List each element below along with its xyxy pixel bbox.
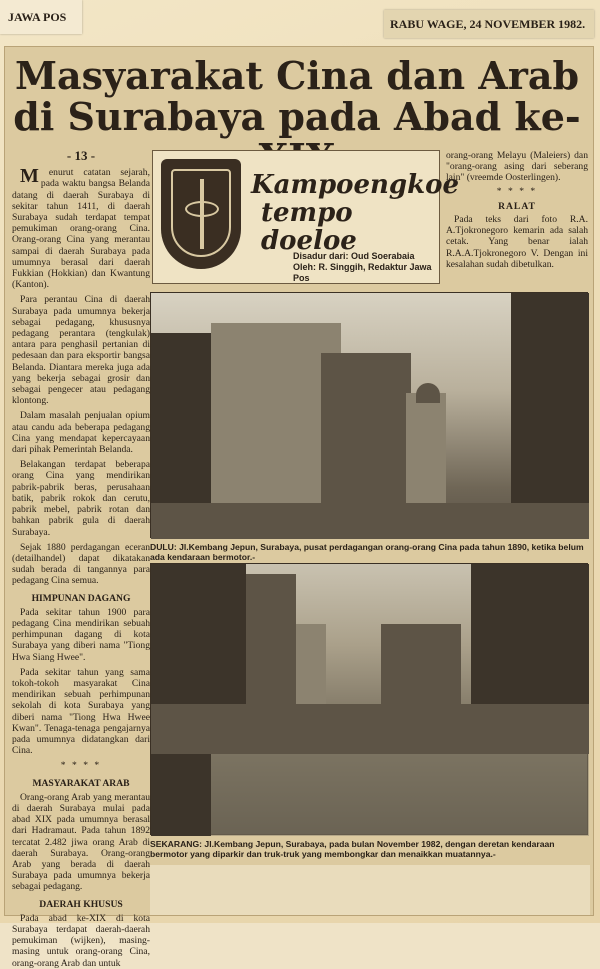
feature-title-line1: Kampoengkoe — [251, 170, 459, 200]
paper-date: RABU WAGE, 24 NOVEMBER 1982. — [384, 10, 594, 38]
paragraph: Dalam masalah penjualan opium atau candu ada beberapa pedagang Cina yang mendapat kepercayaan dari pihak Pemerintah Belanda. — [12, 410, 150, 456]
credit-source: Disadur dari: Oud Soerabaia — [293, 251, 415, 261]
paragraph: Pada sekitar tahun yang sama tokoh-tokoh masyarakat Cina mendirikan sebuah perhimpunan sekolah di kota Surabaya yang diberi nama "Tiong Hwa Hwee Kwan". Tenaga-tenaga pengajarnya pada umumnya didatangkan dari Cina. — [12, 666, 150, 757]
page-bottom-margin — [150, 865, 590, 915]
article-number: - 13 - — [66, 148, 96, 163]
subheading: DAERAH KHUSUS — [39, 898, 123, 910]
paragraph: Sejak 1880 perdagangan eceran (detailhandel) dapat dikatakan sudah berada di tangannya para pedagang Cina semua. — [12, 541, 150, 587]
photo-caption-now: SEKARANG: Jl.Kembang Jepun, Surabaya, pada bulan November 1982, dengan deretan kendaraan bermotor yang diparkir dan truk-truk yang membongkar dan menaikkan muatannya.- — [150, 839, 555, 859]
subheading: HIMPUNAN DAGANG — [31, 592, 131, 604]
article-left-column — [12, 148, 150, 969]
paragraph: Pada sekitar tahun 1900 para pedagang Cina mendirikan sebuah perhimpunan dagang di kota Surabaya yang diberi nama "Tiong Hwa Siang Hwee". — [12, 606, 150, 663]
article-headline: Masyarakat Cina dan Arab di Surabaya pada Abad ke- — [13, 53, 581, 139]
feature-title-line2: tempo doeloe — [261, 198, 357, 256]
separator-stars: * * * * — [60, 760, 102, 772]
photo-old-street — [150, 292, 588, 538]
paragraph: orang-orang Melayu (Maleiers) dan "orang-orang asing dari seberang lain" (vreemde Oosterlingen). — [446, 150, 588, 184]
paragraph: Menurut catatan sejarah, pada waktu bangsa Belanda datang di daerah Surabaya di sekitar tahun 1411, di daerah Surabaya sudah terdapat tempat pemukiman orang-orang Cina. Orang-orang Cina yang merantau sampai di daerah Surabaya pada umumnya berasal dari daerah Fukkian (Hokkian) dan Kwantung (Kanton). — [12, 165, 150, 291]
feature-credit — [293, 251, 438, 284]
ralat-heading: RALAT — [498, 200, 536, 212]
photo-caption-then: DULU: Jl.Kembang Jepun, Surabaya, pusat perdagangan orang-orang Cina pada tahun 1890, ketika belum ada kendaraan bermotor.- — [150, 542, 584, 562]
paper-name: JAWA POS — [0, 0, 82, 34]
paragraph: Belakangan terdapat beberapa orang Cina yang mendirikan pabrik-pabrik beras, perusahaan batik, pabrik rokok dan cerutu, pabrik mebel, pabrik rotan dan bahkan pabrik gula di daerah Surabaya. — [12, 459, 150, 538]
photo-modern-street — [150, 563, 588, 835]
credit-author: Oleh: R. Singgih, Redaktur Jawa Pos — [293, 262, 432, 283]
paragraph: Orang-orang Arab yang merantau di daerah Surabaya mulai pada abad XIX pada umumnya berasal dari Hadramaut. Pada tahun 1892 tercatat 2.482 jiwa orang Arab di daerah Surabaya. Orang-orang Arab yang berada di daerah Surabaya pada umumnya bekerja sebagai pedagang. — [12, 791, 150, 893]
separator-stars: * * * * — [496, 185, 538, 197]
paragraph: Para perantau Cina di daerah Surabaya pada umumnya bekerja sebagai pedagang, khususnya pedagang perantara (tengkulak) antara para penghasil pertanian di pedesaan dan para eksportir bangsa Belanda. Diantara mereka juga ada yang bekerja sebagai grosir dan sebagai pengecer atau pedagang klontong. — [12, 294, 150, 407]
article-right-column — [446, 150, 588, 290]
surabaya-crest-icon — [161, 159, 241, 269]
feature-logo-box — [152, 150, 459, 284]
subheading: MASYARAKAT ARAB — [32, 777, 130, 789]
ralat-text: Pada teks dari foto R.A. A.Tjokronegoro kemarin ada salah cetak. Yang benar ialah R.A.A.Tjokronegoro V. Dengan ini kesalahan sudah dibetulkan. — [446, 214, 588, 270]
paragraph: Pada abad ke-XIX di kota Surabaya terdapat daerah-daerah pemukiman (wijken), masing-masing untuk orang-orang Cina, orang-orang Arab dan untuk — [12, 912, 150, 969]
